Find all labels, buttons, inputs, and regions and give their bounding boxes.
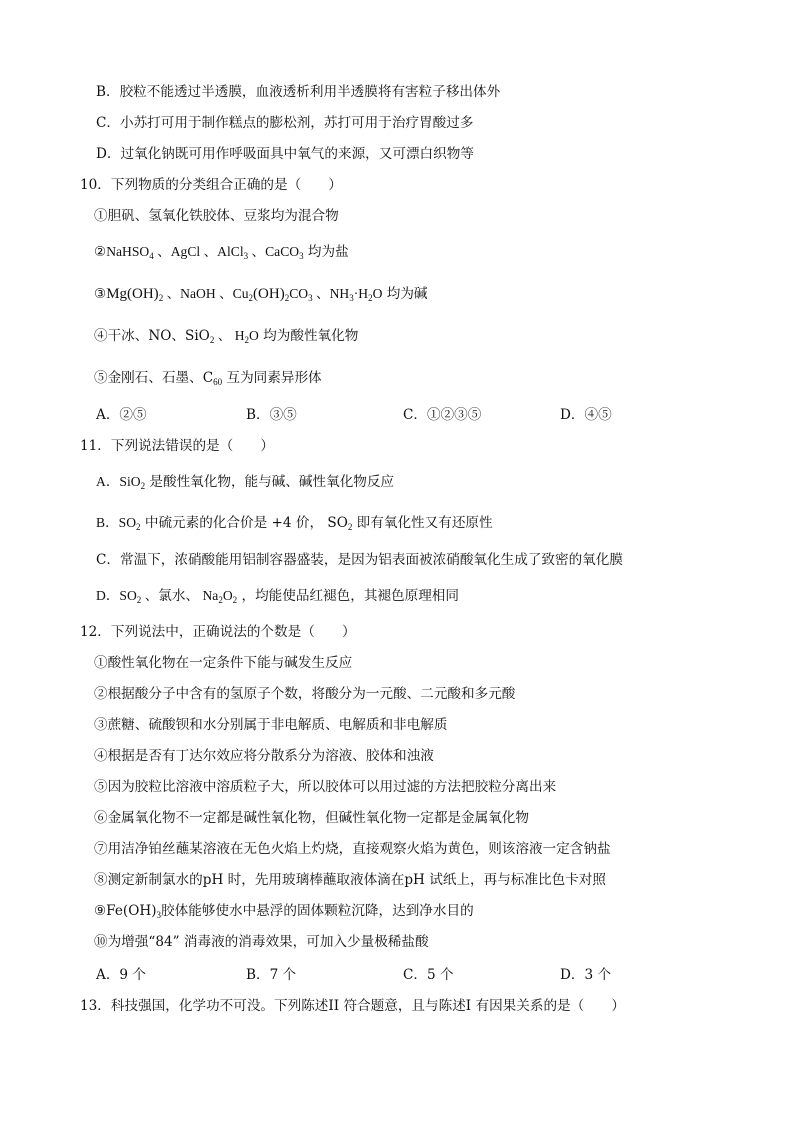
q10-choice-c[interactable]: C．①②③⑤ <box>403 407 482 423</box>
q10-statement-1: ①胆矾、氢氧化铁胶体、豆浆均为混合物 <box>94 208 339 224</box>
q10-stem: 10．下列物质的分类组合正确的是（ ） <box>80 177 342 193</box>
q10-statement-4: ④干冰、NO、SiO$_2$ 、 $H_2O$ 均为酸性氧化物 <box>94 328 359 345</box>
q12-item-2: ②根据酸分子中含有的氢原子个数，将酸分为一元酸、二元酸和多元酸 <box>94 686 516 702</box>
q11-option-d[interactable]: D．$SO_2$ 、氯水、 $Na_2O_2$ ，均能使品红褪色，其褪色原理相同 <box>96 588 459 605</box>
q13-stem: 13．科技强国，化学功不可没。下列陈述II 符合题意，且与陈述I 有因果关系的是（ ） <box>80 998 626 1014</box>
q11-option-c[interactable]: C．常温下，浓硝酸能用铝制容器盛装，是因为铝表面被浓硝酸氧化生成了致密的氧化膜 <box>96 552 623 568</box>
q10-choice-b[interactable]: B．③⑤ <box>246 407 297 423</box>
q12-choice-d[interactable]: D．3 个 <box>560 967 612 983</box>
q11-option-a[interactable]: A．SiO$_2$ 是酸性氧化物，能与碱、碱性氧化物反应 <box>96 474 395 491</box>
q12-choice-b[interactable]: B．7 个 <box>246 967 297 983</box>
q12-stem: 12．下列说法中，正确说法的个数是（ ） <box>80 624 356 640</box>
q9-option-c: C．小苏打可用于制作糕点的膨松剂，苏打可用于治疗胃酸过多 <box>96 115 474 131</box>
q12-item-7: ⑦用洁净铂丝蘸某溶液在无色火焰上灼烧，直接观察火焰为黄色，则该溶液一定含钠盐 <box>94 841 611 857</box>
q10-statement-5: ⑤金刚石、石墨、$C_{60}$ 互为同素异形体 <box>94 370 322 387</box>
q12-item-9: $⑨Fe(OH)_3$胶体能够使水中悬浮的固体颗粒沉降，达到净水目的 <box>94 903 474 920</box>
q11-stem: 11．下列说法错误的是（ ） <box>80 438 275 454</box>
q12-item-1: ①酸性氧化物在一定条件下能与碱发生反应 <box>94 655 353 671</box>
q12-item-6: ⑥金属氧化物不一定都是碱性氧化物，但碱性氧化物一定都是金属氧化物 <box>94 810 529 826</box>
q12-item-8: ⑧测定新制氯水的pH 时，先用玻璃棒蘸取液体滴在pH 试纸上，再与标准比色卡对照 <box>94 872 606 888</box>
q12-choice-c[interactable]: C．5 个 <box>403 967 454 983</box>
q9-option-d: D．过氧化钠既可用作呼吸面具中氧气的来源，又可漂白织物等 <box>96 146 474 162</box>
q10-statement-3: $③Mg(OH)_2$ 、NaOH 、$Cu_2(OH)_2CO_3$ 、$NH_3\cdot H_2O$ 均为碱 <box>94 286 428 303</box>
q12-item-3: ③蔗糖、硫酸钡和水分别属于非电解质、电解质和非电解质 <box>94 717 448 733</box>
q12-item-4: ④根据是否有丁达尔效应将分散系分为溶液、胶体和浊液 <box>94 748 434 764</box>
q12-item-10: ⑩为增强“84” 消毒液的消毒效果，可加入少量极稀盐酸 <box>94 934 429 950</box>
q12-item-5: ⑤因为胶粒比溶液中溶质粒子大，所以胶体可以用过滤的方法把胶粒分离出来 <box>94 779 557 795</box>
q11-option-b[interactable]: B．$SO_2$ 中硫元素的化合价是 +4 价， $SO_2$ 即有氧化性又有还原性 <box>96 515 493 532</box>
q10-statement-2: ②NaHSO$_4$ 、AgCl 、AlCl$_3$ 、CaCO$_3$ 均为盐 <box>94 244 349 261</box>
q10-choice-d[interactable]: D．④⑤ <box>560 407 612 423</box>
q12-choice-a[interactable]: A．9 个 <box>96 967 146 983</box>
q9-option-b: B．胶粒不能透过半透膜，血液透析利用半透膜将有害粒子移出体外 <box>96 84 501 100</box>
q10-choice-a[interactable]: A．②⑤ <box>96 407 147 423</box>
